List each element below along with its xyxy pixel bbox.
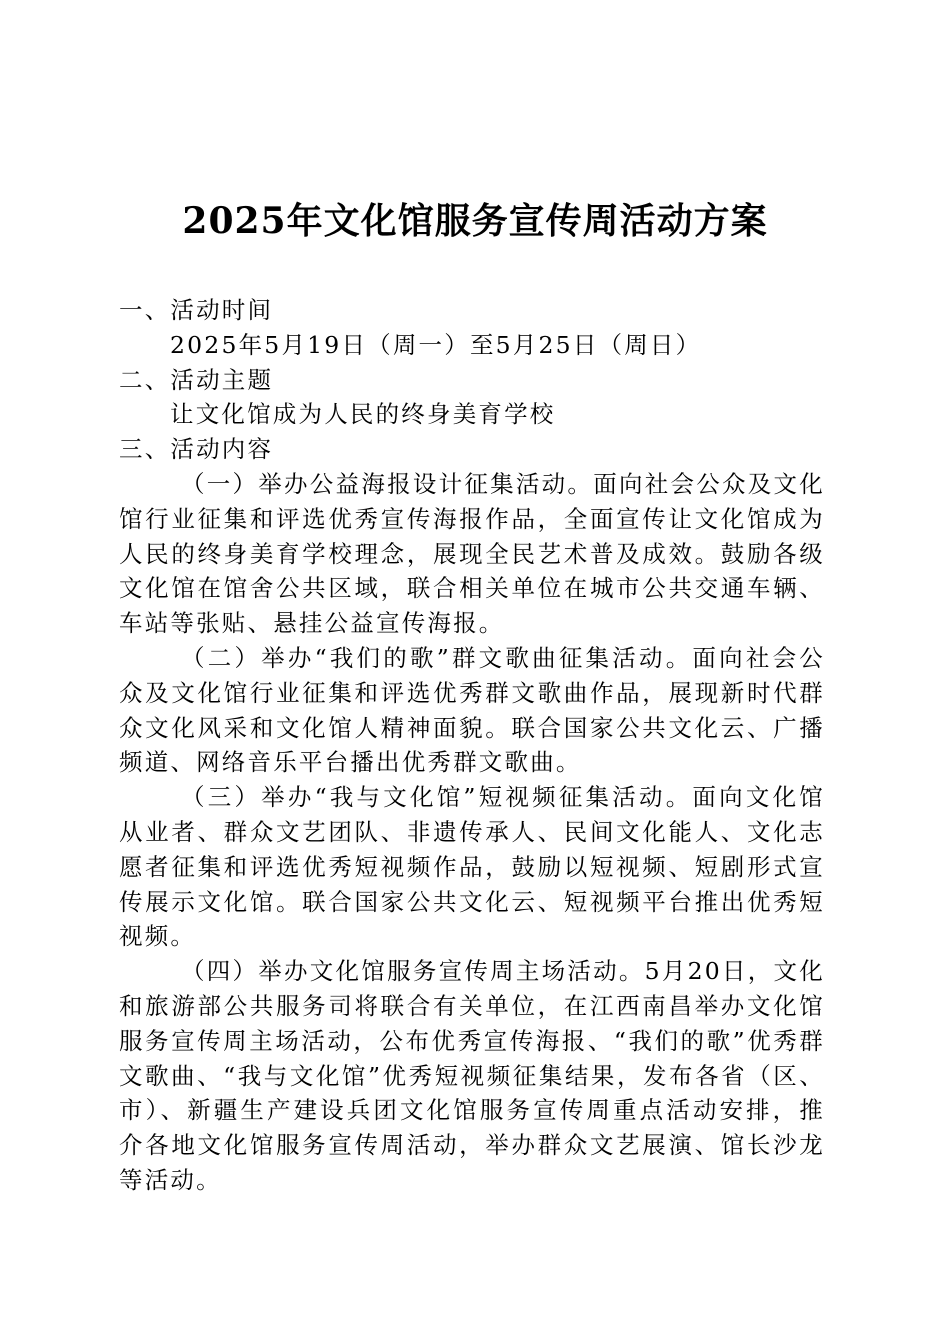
- document-title: 2025年文化馆服务宣传周活动方案: [182, 200, 768, 242]
- content-paragraph-4: （四）举办文化馆服务宣传周主场活动。5月20日，文化和旅游部公共服务司将联合有关单位，在江西南昌举办文化馆服务宣传周主场活动，公布优秀宣传海报、“我们的歌”优秀群文歌曲、“我与文化馆”优秀短视频征集结果，发布各省（区、市）、新疆生产建设兵团文化馆服务宣传周重点活动安排，推介各地文化馆服务宣传周活动，举办群众文艺展演、馆长沙龙等活动。: [119, 957, 825, 1194]
- content-paragraph-1: （一）举办公益海报设计征集活动。面向社会公众及文化馆行业征集和评选优秀宣传海报作品，全面宣传让文化馆成为人民的终身美育学校理念，展现全民艺术普及成效。鼓励各级文化馆在馆舍公共区域，联合相关单位在城市公共交通车辆、车站等张贴、悬挂公益宣传海报。: [119, 469, 825, 638]
- activity-theme-text: 让文化馆成为人民的终身美育学校: [170, 400, 556, 429]
- content-paragraph-3: （三）举办“我与文化馆”短视频征集活动。面向文化馆从业者、群众文艺团队、非遗传承人、民间文化能人、文化志愿者征集和评选优秀短视频作品，鼓励以短视频、短剧形式宣传展示文化馆。联合国家公共文化云、短视频平台推出优秀短视频。: [119, 783, 825, 951]
- activity-time-text: 2025年5月19日（周一）至5月25日（周日）: [170, 330, 702, 359]
- content-paragraph-2: （二）举办“我们的歌”群文歌曲征集活动。面向社会公众及文化馆行业征集和评选优秀群文歌曲作品，展现新时代群众文化风采和文化馆人精神面貌。联合国家公共文化云、广播频道、网络音乐平台播出优秀群文歌曲。: [119, 643, 825, 777]
- section-heading-content: 三、活动内容: [119, 435, 274, 464]
- document-body: [119, 293, 825, 1198]
- section-heading-theme: 二、活动主题: [119, 365, 274, 394]
- section-heading-time: 一、活动时间: [119, 296, 274, 324]
